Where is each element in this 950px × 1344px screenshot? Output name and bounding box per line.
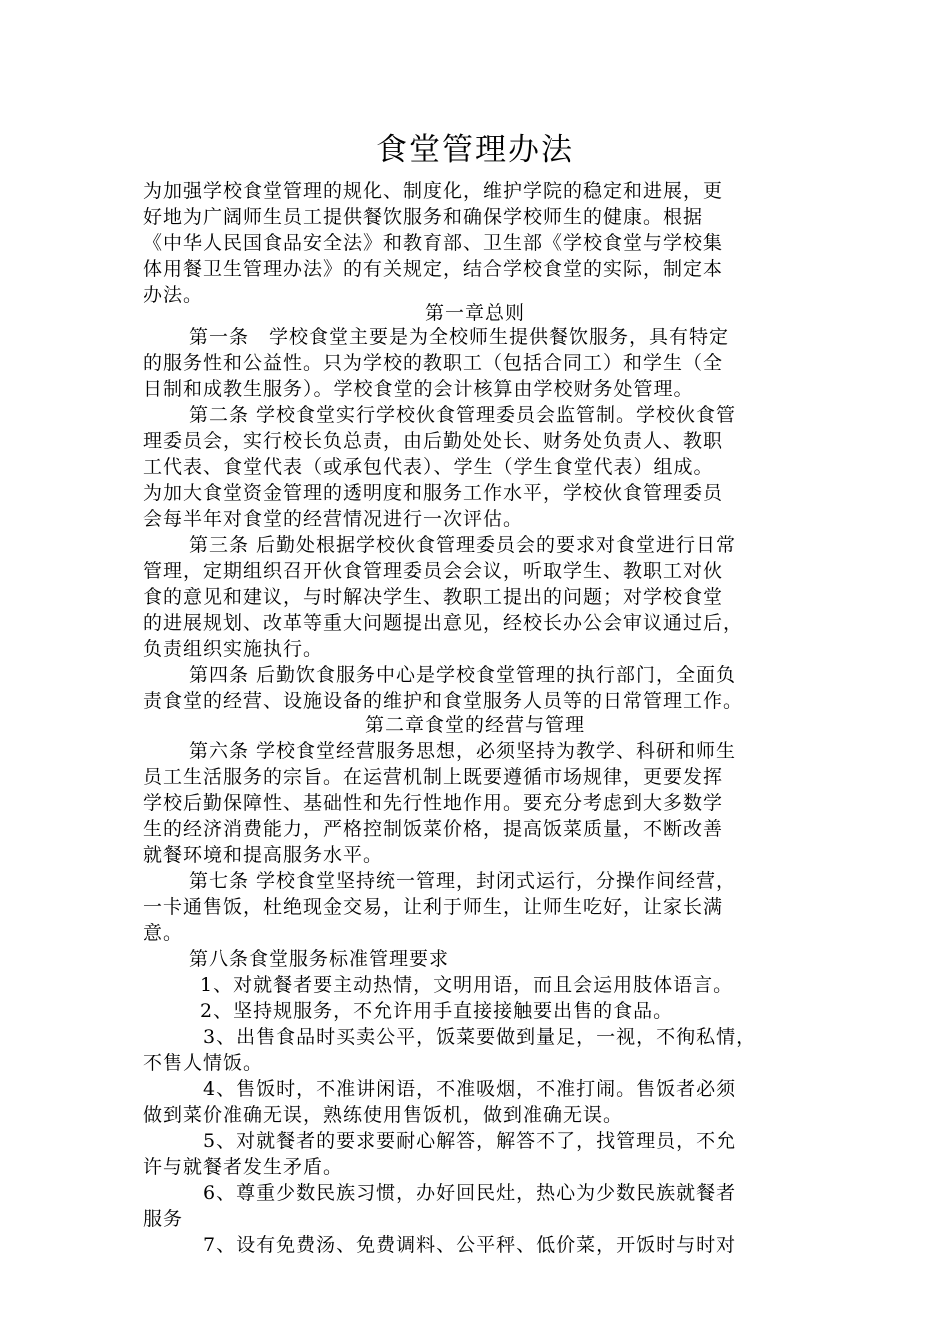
article-line: 第三条 后勤处根据学校伙食管理委员会的要求对食堂进行日常 [189, 534, 737, 556]
article-line: 第七条 学校食堂坚持统一管理，封闭式运行，分操作间经营， [189, 870, 737, 892]
list-item: 3、出售食品时买卖公平，饭菜要做到量足，一视，不徇私情， [203, 1026, 757, 1048]
article-line: 一卡通售饭，杜绝现金交易，让利于师生，让师生吃好，让家长满 [143, 896, 724, 918]
article-line: 的进展规划、改革等重大问题提出意见，经校长办公会审议通过后， [143, 612, 744, 634]
list-item: 7、设有免费汤、免费调料、公平秤、低价菜，开饭时与时对 [203, 1234, 737, 1256]
list-item-continuation: 做到菜价准确无误，熟练使用售饭机，做到准确无误。 [143, 1104, 624, 1126]
list-item: 2、坚持规服务，不允许用手直接接触要出售的食品。 [200, 1000, 674, 1022]
chapter-heading: 第一章总则 [424, 302, 525, 324]
list-item-continuation: 服务 [143, 1208, 184, 1230]
article-line: 生的经济消费能力，严格控制饭菜价格，提高饭菜质量，不断改善 [143, 818, 724, 840]
intro-line: 办法。 [143, 284, 204, 306]
section-heading: 第八条食堂服务标准管理要求 [189, 948, 450, 970]
article-line: 食的意见和建议，与时解决学生、教职工提出的问题；对学校食堂 [143, 586, 724, 608]
article-line: 负责组织实施执行。 [143, 638, 324, 660]
article-line: 学校后勤保障性、基础性和先行性地作用。要充分考虑到大多数学 [143, 792, 724, 814]
article-line: 员工生活服务的宗旨。在运营机制上既要遵循市场规律，更要发挥 [143, 766, 724, 788]
document-title: 食堂管理办法 [376, 132, 574, 168]
article-line: 日制和成教生服务）。学校食堂的会计核算由学校财务处管理。 [143, 378, 694, 400]
article-line: 第二条 学校食堂实行学校伙食管理委员会监管制。学校伙食管 [189, 404, 737, 426]
article-line: 为加大食堂资金管理的透明度和服务工作水平，学校伙食管理委员 [143, 482, 724, 504]
list-item: 5、对就餐者的要求要耐心解答，解答不了，找管理员，不允 [203, 1130, 737, 1152]
article-line: 理委员会，实行校长负总责，由后勤处处长、财务处负责人、教职 [143, 430, 724, 452]
article-line: 意。 [143, 922, 184, 944]
article-line: 工代表、食堂代表（或承包代表）、学生（学生食堂代表）组成。 [143, 456, 714, 478]
intro-line: 《中华人民国食品安全法》和教育部、卫生部《学校食堂与学校集 [143, 232, 724, 254]
chapter-heading: 第二章食堂的经营与管理 [364, 714, 585, 736]
article-line: 责食堂的经营、设施设备的维护和食堂服务人员等的日常管理工作。 [143, 690, 744, 712]
list-item-continuation: 许与就餐者发生矛盾。 [143, 1156, 344, 1178]
article-line: 会每半年对食堂的经营情况进行一次评估。 [143, 508, 524, 530]
list-item: 1、对就餐者要主动热情，文明用语，而且会运用肢体语言。 [200, 974, 734, 996]
article-line: 第四条 后勤饮食服务中心是学校食堂管理的执行部门，全面负 [189, 664, 737, 686]
list-item-continuation: 不售人情饭。 [143, 1052, 264, 1074]
article-line: 第一条 学校食堂主要是为全校师生提供餐饮服务，具有特定 [189, 326, 730, 348]
list-item: 4、售饭时，不准讲闲语，不准吸烟，不准打闹。售饭者必须 [203, 1078, 737, 1100]
article-line: 就餐环境和提高服务水平。 [143, 844, 384, 866]
intro-line: 为加强学校食堂管理的规化、制度化，维护学院的稳定和进展，更 [143, 180, 724, 202]
intro-line: 体用餐卫生管理办法》的有关规定，结合学校食堂的实际，制定本 [143, 258, 724, 280]
article-line: 第六条 学校食堂经营服务思想，必须坚持为教学、科研和师生 [189, 740, 737, 762]
article-line: 管理，定期组织召开伙食管理委员会会议，听取学生、教职工对伙 [143, 560, 724, 582]
list-item: 6、尊重少数民族习惯，办好回民灶，热心为少数民族就餐者 [203, 1182, 737, 1204]
article-line: 的服务性和公益性。只为学校的教职工（包括合同工）和学生（全 [143, 352, 724, 374]
intro-line: 好地为广阔师生员工提供餐饮服务和确保学校师生的健康。根据 [143, 206, 704, 228]
